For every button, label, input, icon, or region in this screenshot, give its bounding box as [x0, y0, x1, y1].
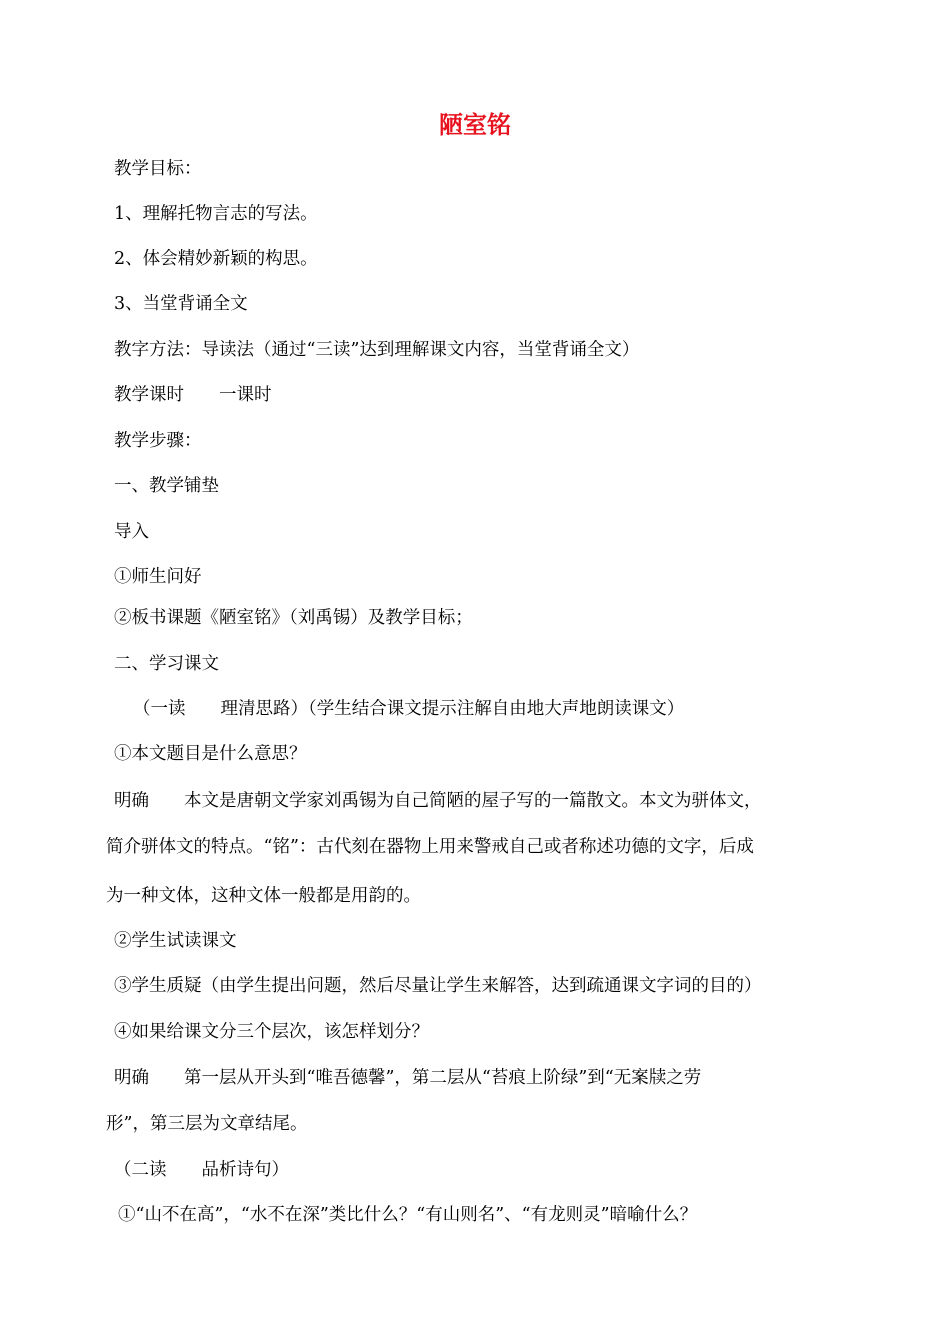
text-line: ①师生问好 — [114, 567, 202, 587]
text-line: ②板书课题《陋室铭》（刘禹锡）及教学目标； — [114, 608, 473, 628]
text-line: ①“山不在高”，“水不在深”类比什么？“有山则名”、“有龙则灵”暗喻什么？ — [118, 1205, 698, 1225]
text-line: 明确 第一层从开头到“唯吾德馨”，第二层从“苔痕上阶绿”到“无案牍之劳 — [114, 1068, 702, 1088]
text-line: 一、教学铺垫 — [114, 476, 219, 496]
document-title: 陋室铭 — [439, 111, 511, 139]
text-line: 明确 本文是唐朝文学家刘禹锡为自己简陋的屋子写的一篇散文。本文为骈体文， — [114, 791, 762, 811]
text-line: 形”，第三层为文章结尾。 — [106, 1114, 308, 1134]
text-line: 教学课时 一课时 — [114, 385, 272, 405]
text-line: 2、体会精妙新颖的构思。 — [114, 249, 318, 269]
text-line: ④如果给课文分三个层次，该怎样划分？ — [114, 1022, 429, 1042]
text-line: ②学生试读课文 — [114, 931, 237, 951]
text-line: 导入 — [114, 522, 149, 542]
text-line: 为一种文体，这种文体一般都是用韵的。 — [106, 886, 421, 906]
text-line: 1、理解托物言志的写法。 — [114, 204, 318, 224]
text-line: ①本文题目是什么意思？ — [114, 744, 307, 764]
text-line: 教字方法：导读法（通过“三读”达到理解课文内容，当堂背诵全文） — [114, 340, 640, 360]
text-line: 3、当堂背诵全文 — [114, 294, 248, 314]
text-line: ③学生质疑（由学生提出问题，然后尽量让学生来解答，达到疏通课文字词的目的） — [114, 976, 762, 996]
text-line: 二、学习课文 — [114, 654, 219, 674]
text-line: （二读 品析诗句） — [114, 1160, 289, 1180]
text-line: 教学步骤： — [114, 431, 202, 451]
text-line: 简介骈体文的特点。“铭”：古代刻在器物上用来警戒自己或者称述功德的文字，后成 — [106, 837, 754, 857]
text-line: （一读 理清思路）（学生结合课文提示注解自由地大声地朗读课文） — [133, 699, 685, 719]
text-line: 教学目标： — [114, 159, 202, 179]
